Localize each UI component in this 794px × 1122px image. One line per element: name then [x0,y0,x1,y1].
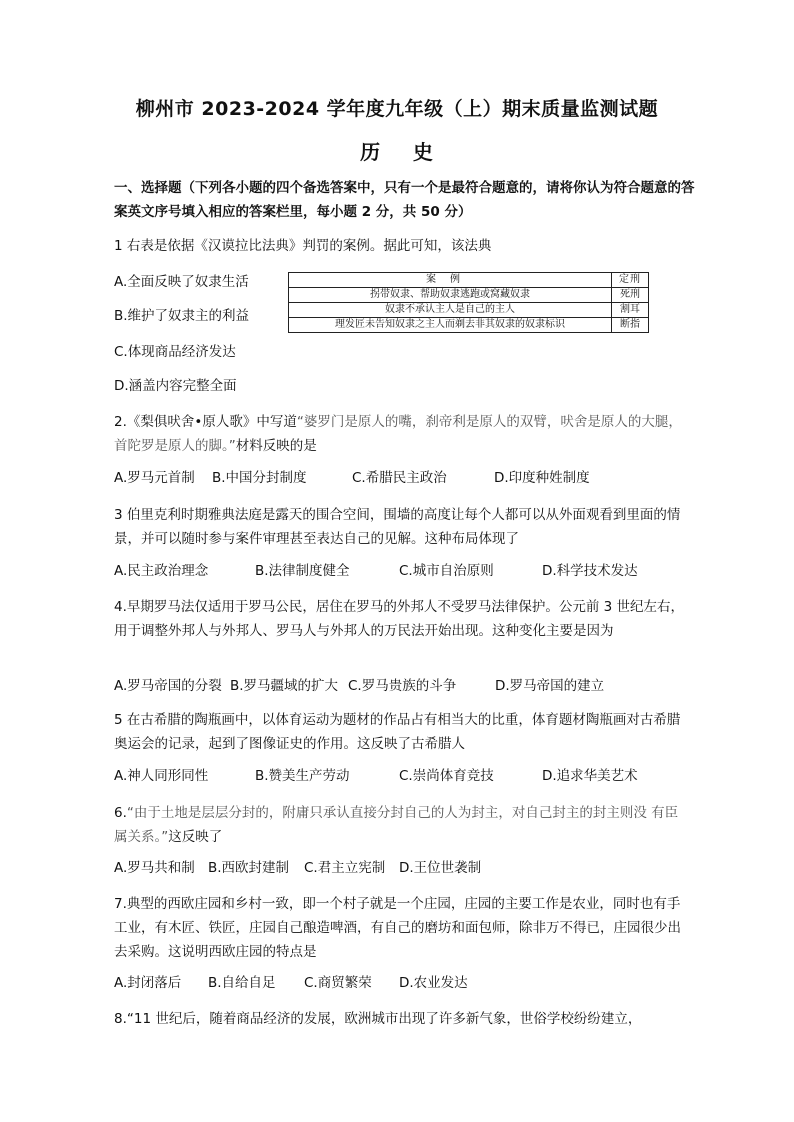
case-table-cell: 割耳 [612,303,649,318]
question-7-stem: 7.典型的西欧庄园和乡村一致，即一个村子就是一个庄园，庄园的主要工作是农业，同时也有手工业，有木匠、铁匠，庄园自己酿造啤酒，有自己的磨坊和面包师，除非万不得已，庄园很少出去采购。这说明西欧庄园的特点是 [114,896,681,960]
question-7-option-a: A.封闭落后 [114,975,182,991]
question-3-option-b: B.法律制度健全 [255,563,350,579]
question-2-quote: “婆罗门是原人的嘴，刹帝利是原人的双臂，吠舍是原人的大腿，首陀罗是原人的脚。” [114,414,682,454]
question-6-suffix: 这反映了 [168,829,223,845]
case-table-cell: 死刑 [612,288,649,303]
question-3-options [114,561,704,581]
question-3-option-a: A.民主政治理念 [114,563,209,579]
question-5-option-a: A.神人同形同性 [114,768,209,784]
case-table-row [289,303,649,318]
question-2-option-d: D.印度种姓制度 [494,470,590,486]
case-table-cell: 理发匠未告知奴隶之主人而剃去非其奴隶的奴隶标识 [289,318,612,333]
question-7-options [114,973,704,993]
question-1-option-d: D.涵盖内容完整全面 [114,378,237,394]
question-4-option-a: A.罗马帝国的分裂 [114,678,222,694]
question-7-option-c: C.商贸繁荣 [304,975,372,991]
question-4-option-c: C.罗马贵族的斗争 [348,678,457,694]
question-2-options [114,468,704,488]
question-4-option-b: B.罗马疆域的扩大 [230,678,339,694]
question-2-stem [114,410,689,458]
question-6-option-d: D.王位世袭制 [399,860,482,876]
question-7-option-d: D.农业发达 [399,975,468,991]
case-table-header-case: 案例 [289,273,612,288]
question-1-option-b: B.维护了奴隶主的利益 [114,308,250,324]
case-table-cell: 拐带奴隶、帮助奴隶逃跑或窝藏奴隶 [289,288,612,303]
question-4-options [114,676,704,696]
exam-title: 柳州市 2023-2024 学年度九年级（上）期末质量监测试题 [135,98,659,120]
question-3-stem: 3 伯里克利时期雅典法庭是露天的围合空间，围墙的高度让每个人都可以从外面观看到里面的情景，并可以随时参与案件审理甚至表达自己的见解。这种布局体现了 [114,507,681,547]
question-1-stem: 1 右表是依据《汉谟拉比法典》判罚的案例。据此可知，该法典 [114,238,492,254]
question-6-option-c: C.君主立宪制 [304,860,386,876]
question-6-options [114,858,704,878]
question-4-stem: 4.早期罗马法仅适用于罗马公民，居住在罗马的外邦人不受罗马法律保护。公元前 3 世纪左右，用于调整外邦人与外邦人、罗马人与外邦人的万民法开始出现。这种变化主要是因为 [114,599,685,639]
question-3-option-c: C.城市自治原则 [399,563,494,579]
question-6-prefix: 6. [114,805,127,821]
question-7-option-b: B.自给自足 [208,975,276,991]
question-2-prefix: 2.《梨俱吠舍•原人歌》中写道 [114,414,297,430]
question-1-option-a: A.全面反映了奴隶生活 [114,274,249,290]
case-table-header-row [289,273,649,288]
question-6-option-b: B.西欧封建制 [208,860,290,876]
question-6-stem [114,801,689,849]
case-table [288,272,649,333]
question-5-stem: 5 在古希腊的陶瓶画中，以体育运动为题材的作品占有相当大的比重，体育题材陶瓶画对古希腊奥运会的记录，起到了图像证史的作用。这反映了古希腊人 [114,712,681,752]
question-2-suffix: 材料反映的是 [235,438,317,454]
question-4-option-d: D.罗马帝国的建立 [495,678,605,694]
case-table-row [289,288,649,303]
question-6-quote: “由于土地是层层分封的，附庸只承认直接分封自己的人为封主，对自己封主的封主则没 有臣属关系。” [114,805,679,845]
case-table-row [289,318,649,333]
case-table-header-penalty: 定刑 [612,273,649,288]
question-2-option-c: C.希腊民主政治 [352,470,447,486]
question-3-option-d: D.科学技术发达 [542,563,638,579]
question-5-options [114,766,704,786]
question-8-stem: 8.“11 世纪后，随着商品经济的发展，欧洲城市出现了许多新气象，世俗学校纷纷建立， [114,1011,642,1027]
question-6-option-a: A.罗马共和制 [114,860,195,876]
question-2-option-a: A.罗马元首制 [114,470,195,486]
question-2-option-b: B.中国分封制度 [212,470,307,486]
question-5-option-c: C.崇尚体育竞技 [399,768,494,784]
case-table-cell: 奴隶不承认主人是自己的主人 [289,303,612,318]
question-5-option-d: D.追求华美艺术 [542,768,638,784]
subject-heading: 历 史 [360,140,434,164]
question-1-option-c: C.体现商品经济发达 [114,344,236,360]
case-table-cell: 断指 [612,318,649,333]
section-instructions: 一、选择题（下列各小题的四个备选答案中，只有一个是最符合题意的，请将你认为符合题意的答案英文序号填入相应的答案栏里，每小题 2 分，共 50 分） [114,180,695,220]
question-5-option-b: B.赞美生产劳动 [255,768,350,784]
